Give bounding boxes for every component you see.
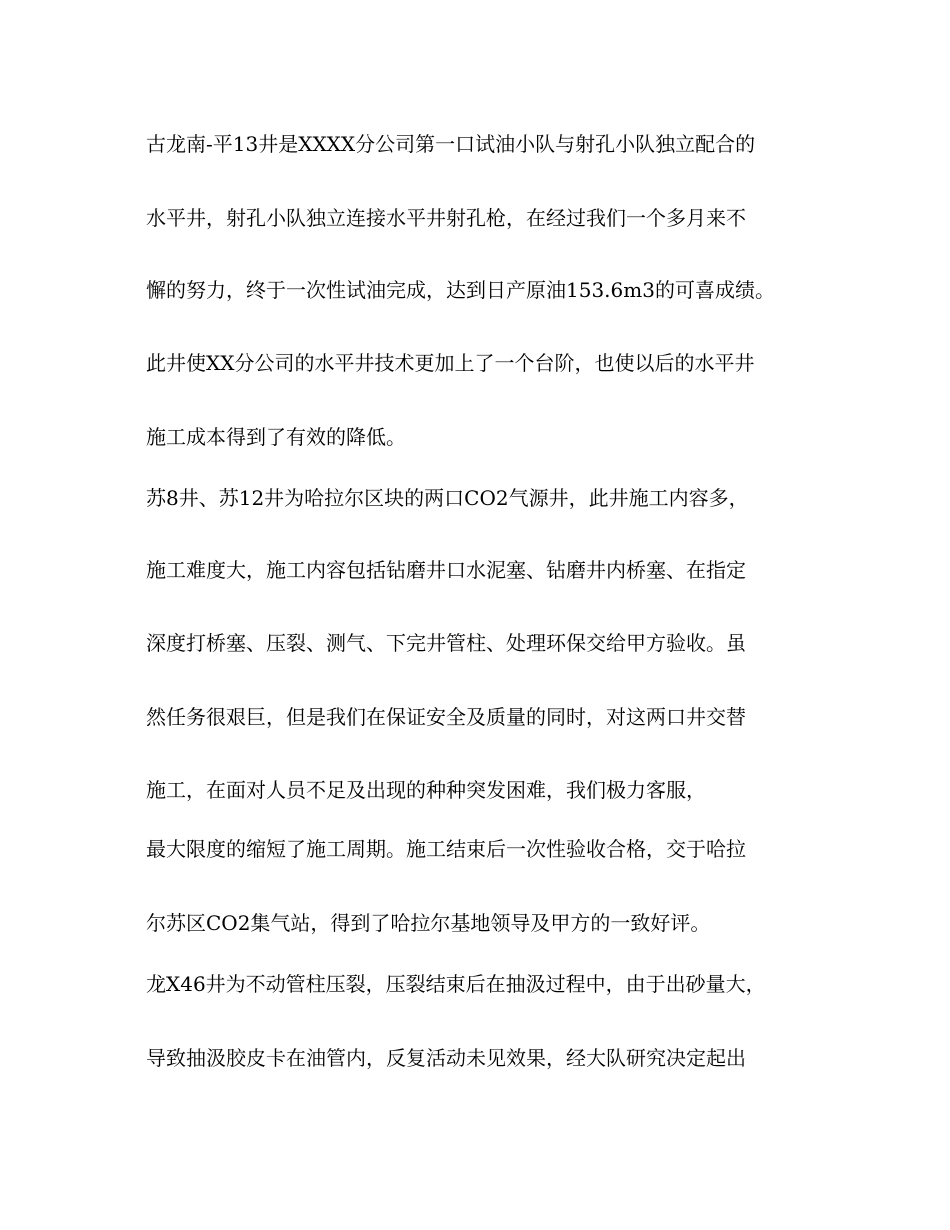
text-line: 龙X46井为不动管柱压裂，压裂结束后在抽汲过程中，由于出砂量大， bbox=[146, 972, 766, 996]
text-line: 古龙南-平13井是XXXX分公司第一口试油小队与射孔小队独立配合的 bbox=[146, 132, 756, 156]
text-line: 然任务很艰巨，但是我们在保证安全及质量的同时，对这两口井交替 bbox=[146, 705, 746, 729]
text-line: 苏8井、苏12井为哈拉尔区块的两口CO2气源井，此井施工内容多， bbox=[146, 486, 749, 510]
text-line: 深度打桥塞、压裂、测气、下完井管柱、处理环保交给甲方验收。虽 bbox=[146, 631, 746, 655]
text-line: 施工难度大，施工内容包括钻磨井口水泥塞、钻磨井内桥塞、在指定 bbox=[146, 558, 746, 582]
text-line: 水平井，射孔小队独立连接水平井射孔枪，在经过我们一个多月来不 bbox=[146, 206, 746, 230]
text-line: 导致抽汲胶皮卡在油管内，反复活动未见效果，经大队研究决定起出 bbox=[146, 1046, 746, 1070]
text-line: 最大限度的缩短了施工周期。施工结束后一次性验收合格，交于哈拉 bbox=[146, 837, 746, 861]
text-line: 此井使XX分公司的水平井技术更加上了一个台阶，也使以后的水平井 bbox=[146, 351, 755, 375]
text-line: 施工成本得到了有效的降低。 bbox=[146, 425, 406, 449]
text-line: 施工，在面对人员不足及出现的种种突发困难，我们极力客服， bbox=[146, 778, 706, 802]
text-line: 懈的努力，终于一次性试油完成，达到日产原油153.6m3的可喜成绩。 bbox=[146, 278, 775, 302]
text-line: 尔苏区CO2集气站，得到了哈拉尔基地领导及甲方的一致好评。 bbox=[146, 911, 711, 935]
